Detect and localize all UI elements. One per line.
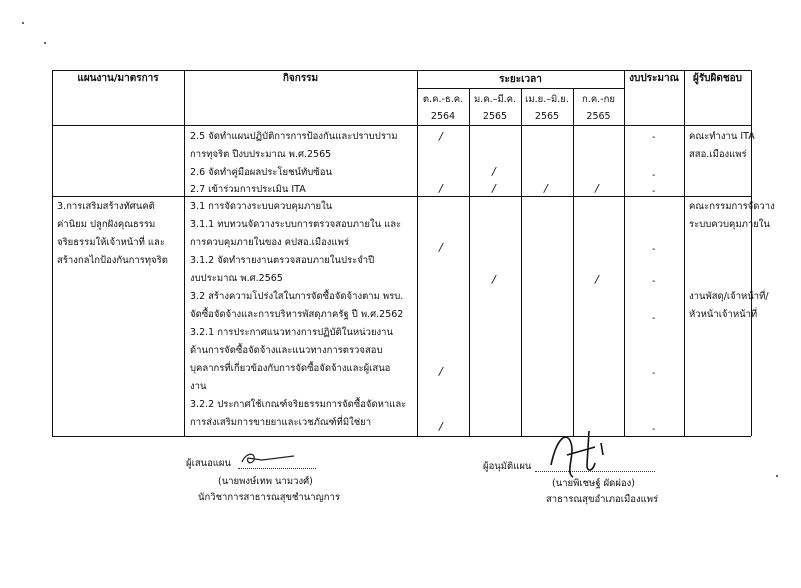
budget-dash: -	[652, 170, 656, 181]
period-4-year: 2565	[586, 111, 611, 122]
approver-position: สาธารณสุขอำเภอเมืองแพร่	[546, 494, 659, 505]
budget-dash: -	[652, 368, 656, 379]
speck	[776, 475, 778, 477]
tick-mark: /	[492, 273, 496, 286]
responsible-ic-line1: คณะกรรมการจัดวาง	[689, 201, 775, 212]
activity-3-1-1-line1: 3.1.1 ทบทวนจัดวางระบบการตรวจสอบภายใน และ	[190, 219, 402, 230]
responsible-procurement-line1: งานพัสดุ/เจ้าหน้าที่/	[689, 291, 769, 302]
activity-3-2-2-line1: 3.2.2 ประกาศใช้เกณฑ์จริยธรรมการจัดซื้อจัดหาและ	[190, 399, 407, 410]
proposer-label: ผู้เสนอแผน	[186, 458, 231, 469]
proposer-name: (นายพงษ์เทพ นามวงศ์)	[218, 476, 313, 487]
plan-3-line3: จริยธรรมให้เจ้าหน้าที่ และ	[57, 237, 165, 248]
responsible-procurement-line2: หัวหน้าเจ้าหน้าที่	[689, 309, 758, 320]
activity-3-2-1-line4: งาน	[190, 381, 207, 392]
activity-3-2-line2: จัดซื้อจัดจ้างและการบริหารพัสดุภาครัฐ ปี พ.ศ.2562	[190, 309, 404, 320]
period-3-year: 2565	[534, 111, 560, 122]
activity-3-2-line1: 3.2 สร้างความโปร่งใสในการจัดซื้อจัดจ้างตาม พรบ.	[190, 291, 404, 302]
budget-dash: -	[652, 424, 656, 435]
approver-name: (นายพิเชษฐ์ ผัดผ่อง)	[552, 478, 635, 489]
tick-mark: /	[439, 130, 443, 143]
budget-dash: -	[652, 186, 656, 197]
signature-line	[238, 468, 316, 469]
tick-mark: /	[439, 182, 443, 195]
tick-mark: /	[439, 420, 443, 433]
plan-3-line4: สร้างกลไกป้องกันการทุจริต	[57, 255, 168, 266]
activity-2-7: 2.7 เข้าร่วมการประเมิน ITA	[190, 184, 306, 195]
activity-3-1-2-line2: งบประมาณ พ.ศ.2565	[190, 273, 283, 284]
activity-3-2-1-line2: ด้านการจัดซื้อจัดจ้างและแนวทางการตรวจสอบ	[190, 345, 383, 356]
activity-3-2-1-line3: บุคลากรที่เกี่ยวข้องกับการจัดซื้อจัดจ้างและผู้เสนอ	[190, 363, 391, 374]
tick-mark: /	[492, 165, 496, 178]
budget-dash: -	[652, 276, 656, 287]
activity-2-5-line2: การทุจริต ปีงบประมาณ พ.ศ.2565	[190, 149, 332, 160]
period-4-months: ก.ค.-กย	[582, 94, 615, 105]
tick-mark: /	[544, 182, 548, 195]
period-3-months: เม.ย.–มิ.ย.	[525, 94, 569, 105]
tick-mark: /	[439, 241, 443, 254]
tick-mark: /	[439, 365, 443, 378]
speck	[22, 22, 24, 24]
activity-3-1-2-line1: 3.1.2 จัดทำรายงานตรวจสอบภายในประจำปี	[190, 255, 375, 266]
plan-3-line2: ค่านิยม ปลูกฝังคุณธรรม	[57, 219, 156, 230]
period-2-year: 2565	[482, 111, 508, 122]
activity-3-1-1-line2: การควบคุมภายในของ คปสอ.เมืองแพร่	[190, 237, 349, 248]
activity-2-6: 2.6 จัดทำคู่มือผลประโยชน์ทับซ้อน	[190, 167, 332, 178]
responsible-ita-line2: สสอ.เมืองแพร่	[689, 149, 747, 160]
activity-3-2-2-line2: การส่งเสริมการขายยาและเวชภัณฑ์ที่มิใช่ยา	[190, 417, 372, 428]
tick-mark: /	[595, 273, 599, 286]
tick-mark: /	[595, 182, 599, 195]
budget-dash: -	[652, 244, 656, 255]
responsible-ic-line2: ระบบควบคุมภายใน	[689, 219, 770, 230]
header-activity: กิจกรรม	[282, 73, 319, 84]
plan-3-line1: 3.การเสริมสร้างทัศนคติ	[57, 201, 155, 212]
proposer-position: นักวิชาการสาธารณสุขชำนาญการ	[198, 492, 340, 503]
speck	[44, 42, 46, 44]
period-1-year: 2564	[430, 111, 456, 122]
period-1-months: ต.ค.-ธ.ค.	[422, 94, 464, 105]
activity-2-5-line1: 2.5 จัดทำแผนปฏิบัติการการป้องกันและปราบปราม	[190, 131, 398, 142]
activity-3-2-1-line1: 3.2.1 การประกาศแนวทางการปฏิบัติในหน่วยงาน	[190, 327, 393, 338]
tick-mark: /	[492, 182, 496, 195]
header-responsible: ผู้รับผิดชอบ	[692, 73, 743, 84]
header-plan: แผนงาน/มาตรการ	[77, 73, 159, 84]
handwritten-signature-left	[238, 448, 298, 468]
activity-3-1: 3.1 การจัดวางระบบควบคุมภายใน	[190, 201, 333, 212]
responsible-ita-line1: คณะทำงาน ITA	[689, 131, 755, 142]
approver-label: ผู้อนุมัติแผน	[483, 461, 532, 472]
budget-dash: -	[652, 132, 656, 143]
budget-dash: -	[652, 313, 656, 324]
period-2-months: ม.ค.–มี.ค.	[473, 94, 517, 105]
header-budget: งบประมาณ	[629, 73, 679, 84]
header-period: ระยะเวลา	[499, 74, 542, 85]
